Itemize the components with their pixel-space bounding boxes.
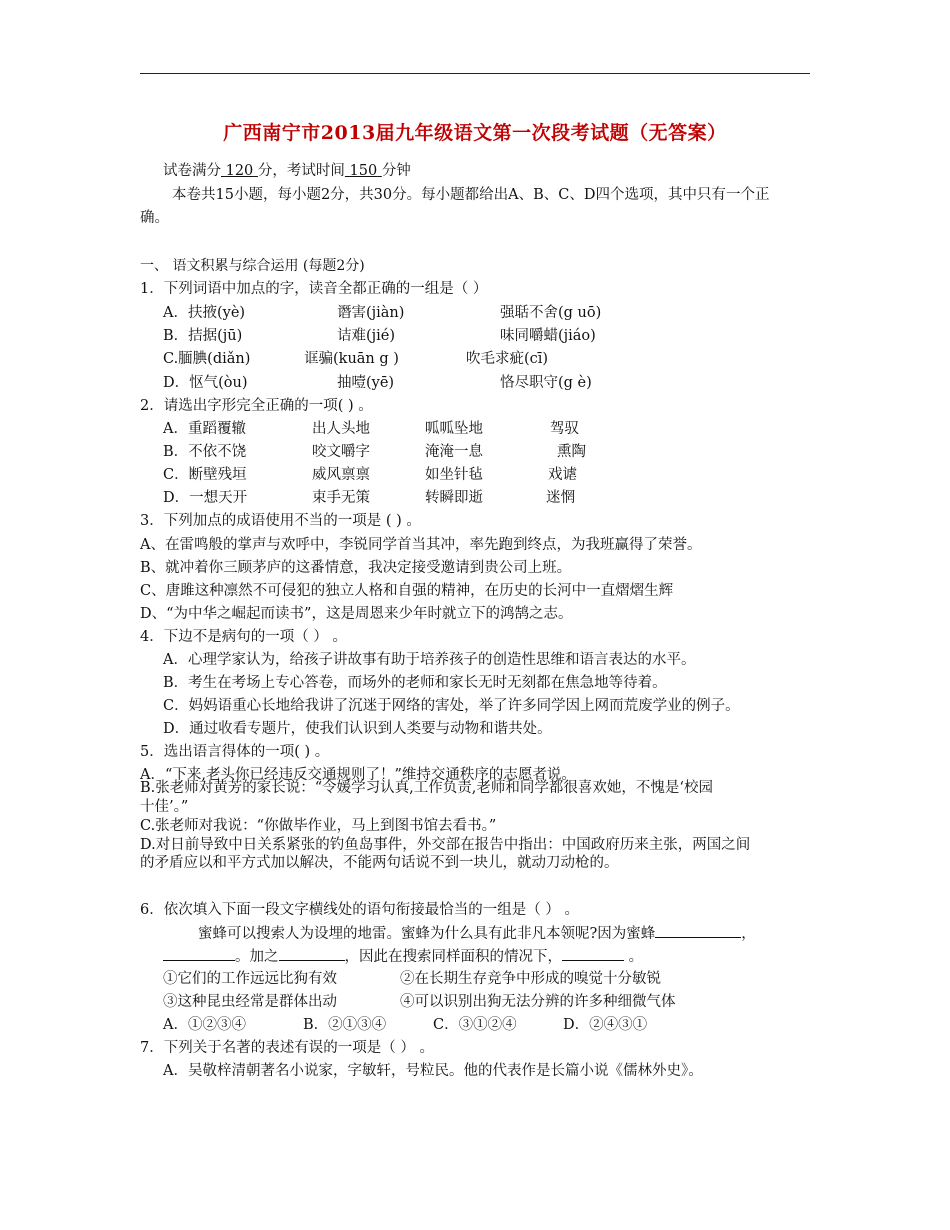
q2-option-d-1: D．一想天开 <box>163 490 248 506</box>
section-heading: 一、 语文积累与综合运用 (每题2分) <box>140 258 365 274</box>
instruction-line-1: 本卷共15小题，每小题2分，共30分。每小题都给出A、B、C、D四个选项，其中只有一个正 <box>172 187 770 203</box>
q5-option-d-line2: 的矛盾应以和平方式加以解决，不能两句话说不到一块儿，就动刀动枪的。 <box>140 855 619 871</box>
q6-item-2: ②在长期生存竞争中形成的嗅觉十分敏锐 <box>400 971 661 987</box>
q2-option-d-4: 迷惘 <box>546 490 575 506</box>
q1-option-c-2: 诓骗(kuān g ) <box>304 351 399 367</box>
q6-choice-d: D．②④③① <box>563 1017 648 1033</box>
q6-choice-a: A．①②③④ <box>163 1017 246 1033</box>
score-mid: 分，考试时间 <box>257 163 345 179</box>
q4-stem: 4．下边不是病句的一项（ ） 。 <box>140 629 347 645</box>
q2-option-b-3: 淹淹一息 <box>425 444 483 460</box>
q6-blank-1[interactable] <box>655 923 741 938</box>
q2-option-c-1: C．断壁残垣 <box>163 467 247 483</box>
q6-paragraph-line1: 蜜蜂可以搜索人为设埋的地雷。蜜蜂为什么具有此非凡本领呢?因为蜜蜂 ， <box>198 923 756 944</box>
q2-option-a-2: 出人头地 <box>312 421 370 437</box>
q2-option-c-3: 如坐针毡 <box>425 467 483 483</box>
q1-option-a-1: A．扶掖(yè) <box>163 305 246 321</box>
q2-option-a-1: A．重蹈覆辙 <box>163 421 246 437</box>
q2-option-d-3: 转瞬即逝 <box>425 490 483 506</box>
q1-option-d-3: 恪尽职守(g è) <box>500 375 592 391</box>
q7-option-a: A．吴敬梓清朝著名小说家，字敏轩，号粒民。他的代表作是长篇小说《儒林外史》。 <box>163 1063 703 1079</box>
q6-item-4: ④可以识别出狗无法分辨的许多种细微气体 <box>400 994 676 1010</box>
q4-option-c: C．妈妈语重心长地给我讲了沉迷于网络的害处，举了许多同学因上网而荒废学业的例子。 <box>163 698 740 714</box>
instruction-line-2: 确。 <box>140 210 169 226</box>
q6-blank-3[interactable] <box>279 946 345 961</box>
q1-option-c-1: C.腼腆(diǎn) <box>163 351 251 367</box>
score-prefix: 试卷满分 <box>163 163 221 179</box>
exam-info <box>163 161 411 181</box>
q2-option-a-3: 呱呱坠地 <box>425 421 483 437</box>
q6-stem: 6．依次填入下面一段文字横线处的语句衔接最恰当的一组是（ ） 。 <box>140 902 579 918</box>
q2-stem: 2．请选出字形完全正确的一项( ) 。 <box>140 398 373 414</box>
q1-stem: 1．下列词语中加点的字，读音全都正确的一组是（ ） <box>140 281 488 297</box>
q5-option-a: A．“下来,老头你已经违反交通规则了！”维持交通秩序的志愿者说。 <box>140 767 576 783</box>
q2-option-d-2: 束手无策 <box>312 490 370 506</box>
q2-option-b-2: 咬文嚼字 <box>312 444 370 460</box>
q3-stem: 3．下列加点的成语使用不当的一项是 ( ) 。 <box>140 513 421 529</box>
q6-choice-b: B．②①③④ <box>303 1017 387 1033</box>
q1-option-b-2: 诘难(jié) <box>337 328 396 344</box>
q1-option-b-1: B．拮据(jū) <box>163 328 243 344</box>
time-value: 150 <box>349 163 378 179</box>
q4-option-d: D．通过收看专题片，使我们认识到人类要与动物和谐共处。 <box>163 721 552 737</box>
page-title: 广西南宁市2013届九年级语文第一次段考试题（无答案） <box>223 122 727 144</box>
q6-blank-4[interactable] <box>562 946 624 961</box>
q1-option-a-2: 谮害(jiàn) <box>337 305 405 321</box>
q1-option-b-3: 味同嚼蜡(jiáo) <box>500 328 596 344</box>
q6-paragraph-line2: 。加之 ，因此在搜索同样面积的情况下， 。 <box>163 946 643 967</box>
q5-option-c: C.张老师对我说：“你做毕作业，马上到图书馆去看书。” <box>140 818 497 834</box>
score-value: 120 <box>225 163 254 179</box>
q6-item-1: ①它们的工作远远比狗有效 <box>163 971 337 987</box>
q3-option-c: C、唐雎这种凛然不可侵犯的独立人格和自强的精神，在历史的长河中一直熠熠生辉 <box>140 583 674 599</box>
q4-option-a: A．心理学家认为，给孩子讲故事有助于培养孩子的创造性思维和语言表达的水平。 <box>163 652 696 668</box>
q5-stem: 5．选出语言得体的一项( ) 。 <box>140 744 330 760</box>
q2-option-b-1: B．不依不饶 <box>163 444 247 460</box>
q5-option-b-line1: B.张老师对黄芳的家长说：“令媛学习认真,工作负责,老师和同学都很喜欢她，不愧是‘校园 <box>140 780 714 796</box>
q3-option-b: B、就冲着你三顾茅庐的这番情意，我决定接受邀请到贵公司上班。 <box>140 560 572 576</box>
q6-item-3: ③这种昆虫经常是群体出动 <box>163 994 337 1010</box>
q2-option-c-2: 威风禀禀 <box>312 467 370 483</box>
q1-option-c-3: 吹毛求疵(cī) <box>466 351 549 367</box>
q2-option-a-4: 驾驭 <box>550 421 579 437</box>
q6-blank-2[interactable] <box>163 946 235 961</box>
q3-option-d: D、“为中华之崛起而读书”，这是周恩来少年时就立下的鸿鹄之志。 <box>140 606 573 622</box>
q6-choice-c: C．③①②④ <box>433 1017 517 1033</box>
q5-option-d-line1: D.对日前导致中日关系紧张的钓鱼岛事件，外交部在报告中指出：中国政府历来主张，两国之间 <box>140 837 751 853</box>
q1-option-d-2: 抽噎(yē) <box>337 375 395 391</box>
q2-option-b-4: 熏陶 <box>557 444 586 460</box>
q1-option-d-1: D．怄气(òu) <box>163 375 248 391</box>
q3-option-a: A、在雷鸣般的掌声与欢呼中，李锐同学首当其冲，率先跑到终点，为我班赢得了荣誉。 <box>140 537 702 553</box>
q4-option-b: B．考生在考场上专心答卷，而场外的老师和家长无时无刻都在焦急地等待着。 <box>163 675 667 691</box>
time-suffix: 分钟 <box>381 163 411 179</box>
q2-option-c-4: 戏谑 <box>548 467 577 483</box>
q7-stem: 7．下列关于名著的表述有误的一项是（ ） 。 <box>140 1040 434 1056</box>
header-rule <box>140 73 810 74</box>
q5-option-b-line2: 十佳’。” <box>140 799 189 815</box>
q1-option-a-3: 强聒不舍(g uō) <box>500 305 602 321</box>
